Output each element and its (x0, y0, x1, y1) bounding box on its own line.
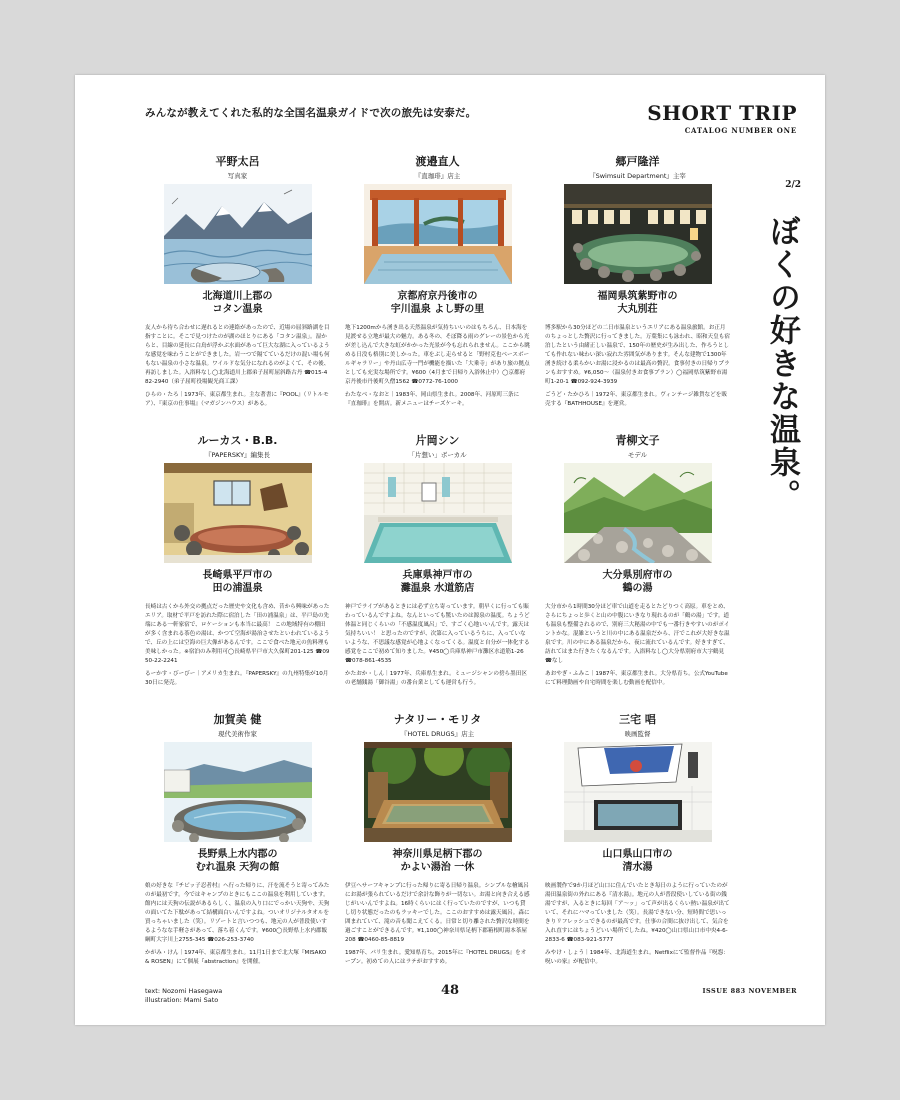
onsen-illustration (564, 742, 712, 842)
onsen-description: 大分市から1時間30分ほど車で山道を走るとたどりつく高原。車をとめ、さらにちょっと歩くと山の中腹にいきなり現れるのが「鶴の湯」です。道も温泉も整備されるので、別府三大秘湯の中でも一番行きやすいのがポイントかな。混雑というと川の中にある温泉だから、汗でこれが大好きな温泉です。川の中にある温泉だから、夜に流れているんです。好きすぎて、訪れてはまた行きたくなるんです。入浴料なし◯大分県別府市大字鶴見 ☎なし (545, 604, 730, 665)
onsen-location: 長野県上水内郡の (197, 849, 278, 860)
onsen-location: 兵庫県神戸市の (402, 570, 473, 581)
contributor-role: 『Swimsuit Department』主宰 (589, 172, 686, 180)
onsen-illustration (164, 742, 312, 842)
contributor-name: 三宅 唱 (619, 713, 656, 726)
vertical-title: ぼくの好きな温泉。 (764, 215, 800, 512)
onsen-grid (145, 153, 730, 990)
contributor-role: 『直珈琲』店主 (414, 172, 461, 180)
onsen-location: 福岡県筑紫野市の (597, 291, 678, 302)
onsen-card (145, 432, 330, 711)
credit-illustration: illustration: Mami Sato (145, 995, 219, 1004)
contributor-bio: かがみ・けん｜1974年、東京都生まれ。11月1日まで北大塚『MISAKO & ROSEN』にて個展『abstraction』を開催。 (145, 950, 327, 966)
brand-subtitle: CATALOG NUMBER ONE (684, 126, 797, 135)
onsen-name: 鶴の湯 (622, 583, 653, 594)
onsen-illustration (164, 184, 312, 284)
onsen-name: 灘温泉 水道筋店 (400, 583, 475, 594)
onsen-description: 地下1200mから湧き出る天然温泉が気持ちいいのはもちろん、日本海を見渡せる立地が最大の魅力。ある冬の、そぼ降る雨のグレーの景色から光が差し込んで大きな虹がかかった光景が今も忘れられません。ここから眺める日没も格別に美しかった。車をぶし走らせると「野村克也ベースボールギャラリー」や丹山広寺一門が機能を描いた「大乗寺」があり旅の拠点としても充実な場所です。¥600（4月まで日帰り入浴休止中）◯京都府京丹後市丹後町久僧1562 ☎0772-76-1000 (345, 325, 530, 386)
contributor-bio: ごうど・たかひろ｜1972年、東京都生まれ。ヴィンテージ雑貨などを販売する『BATHHOUSE』を運営。 (545, 392, 727, 408)
contributor-name: 青柳文子 (615, 434, 660, 447)
contributor-bio: みやけ・しょう｜1984年、北海道生まれ。Netflixにて監督作品『呪怨：呪いの家』が配信中。 (545, 950, 729, 966)
contributor-name: ナタリー・モリタ (393, 713, 482, 726)
onsen-illustration (564, 184, 712, 284)
onsen-name: 田の浦温泉 (212, 583, 263, 594)
onsen-card (545, 432, 730, 711)
onsen-description: 娘の好きな『チビッ子忍者村』へ行った帰りに、汗を流そうと寄ってみたのが最初です。今ではキャンプのときにもここの温泉を利用しています。館内には天狗の伝説があるらしく、温泉の入り口にでっかい天狗や、天狗の面いてた下駄があって結構面白いんですよね。ついオリジナルタオルを買っちゃいました（笑）。リゾートと言いつつも、地元の人が普段使いするようなな手軽さがあって、落ち着くんです。¥600◯長野県上水内郡飯綱町大字川上2755-345 ☎026-253-3740 (145, 883, 330, 944)
contributor-bio: あおやぎ・ふみこ｜1987年、東京都生まれ。大分県育ち。公式YouTubeにて料理動画や自宅時間を楽しむ動画を配信中。 (545, 671, 728, 687)
onsen-location: 大分県別府市の (602, 570, 673, 581)
tagline: みんなが教えてくれた私的な全国名温泉ガイドで次の旅先は安泰だ。 (145, 107, 477, 119)
onsen-name: コタン温泉 (212, 304, 263, 315)
page-number: 48 (440, 983, 460, 998)
contributor-name: ルーカス・B.B. (197, 434, 278, 447)
onsen-name: 宇川温泉 よし野の里 (390, 304, 485, 315)
onsen-location: 山口県山口市の (602, 849, 673, 860)
onsen-name: むれ温泉 天狗の館 (195, 862, 280, 873)
contributor-bio: ひらの・たろ｜1973年、東京都生まれ。主な著書に『POOL』（リトルモア）、『東京の仕事場』（マガジンハウス）がある。 (145, 392, 329, 408)
contributor-role: 「片想い」ボーカル (408, 451, 467, 459)
brand-title: SHORT TRIP (647, 101, 797, 125)
onsen-card (145, 711, 330, 990)
contributor-name: 郷戸隆洋 (615, 155, 660, 168)
onsen-location: 長崎県平戸市の (202, 570, 273, 581)
contributor-role: 現代美術作家 (218, 730, 257, 738)
contributor-bio: かたおか・しん｜1977年、兵庫県生まれ。ミュージシャンの傍ら墨田区の老舗銭湯「御谷湯」の番台業としても運営も行う。 (345, 671, 527, 687)
onsen-illustration (564, 463, 712, 563)
contributor-role: 写真家 (227, 172, 248, 180)
onsen-name: 清水湯 (622, 862, 653, 873)
onsen-description: 映画製作で9か月ほど山口に住んでいたとき毎日のように行っていたのが湯田温泉街の外れにある『清水湯』。地元の人が普段使いしている街の銭湯ですが、入るときに毎回「ア〜ッ」って声が出るくらい熱い温泉が出ていて、それにハマっていました（笑）。長湯できない分、短時間で思いっきりリフレッシュできるのが最高です。仕事の合間に抜け出して、気合を入れ直すにはちょうどいい場所でしたね。¥420◯山口県山口市中央4-6-2833-6 ☎083-921-5777 (545, 883, 730, 944)
onsen-card (345, 153, 530, 432)
contributor-name: 加賀美 健 (213, 713, 262, 726)
onsen-illustration (364, 742, 512, 842)
onsen-name: かよい湯治 一休 (400, 862, 475, 873)
side-page-indicator: 2/2 (785, 180, 801, 190)
onsen-card (545, 153, 730, 432)
onsen-illustration (364, 184, 512, 284)
contributor-bio: るーかす・びーびー｜アメリカ生まれ。『PAPERSKY』の九州特集が10月30日に発売。 (145, 671, 329, 687)
onsen-description: 神戸でライブがあるときには必ず立ち寄っています。朝早くに行っても賑わっているんですよね。なんといっても驚いたのは源泉の温度。ちょうど体温と同じくらいの「不感温度風呂」で、すごく心地いいんです。露天は気持ちいい！ と思ったのですが、次第に入っているうちに、入っていないような、不思議な感覚が心地よくなってくる。温度と自分が一体化する感覚をここで初めて知りました。¥450◯兵庫県神戸市灘区水道筋1-26 ☎078-861-4535 (345, 604, 530, 665)
onsen-card (345, 711, 530, 990)
contributor-role: 『PAPERSKY』編集長 (204, 451, 271, 459)
contributor-bio: 1987年、パリ生まれ。愛知県育ち。2015年に『HOTEL DRUGS』をオープン。初めての人にはラテがおすすめ。 (345, 950, 527, 966)
onsen-description: 博多駅から30分ほどの二日市温泉というエリアにある温泉旅館。お正月のちょっとした贅沢に行ってきました。万葉集にも詠われ、昭和天皇も宿泊したという由緒正しい温泉で、150年の歴史が生み出した、作ろうとしても作れない味わい深い寂れた雰囲気があります。そんな建物で1300年湧き続ける柔らかいお湯に浸かるのは最高の贅沢。食事付きの日帰りプランもおすすめ。¥6,050〜（温泉付きお食事プラン）◯福岡県筑紫野市湯町1-20-1 ☎092-924-3939 (545, 325, 730, 386)
onsen-description: 長崎は古くから外交の拠点だった歴史や文化も含め、昔から興味があったエリア。取材で平戸を訪れた際に宿泊した「田の浦温泉」は、平戸島の先端にある一軒家宿で、ロケーションも本当に最高！ この地域特有の棚田が多く含まれる茶色の湯は、かつて空海が湯治させたといわれているようで、丘の上には空海の巨大像があるんです。ここで食べた地元の魚料理も美味しかった。※宿泊のみ利用可◯長崎県平戸市大久保町201-125 ☎0950-22-2241 (145, 604, 330, 665)
onsen-name: 大丸別荘 (617, 304, 658, 315)
onsen-description: 友人から待ち合わせに遅れるとの連絡があったので、近場の屈斜路湖を目指すことに。そこで見つけたのが湖のほとりにある「コタン温泉」。湿からと、目線の延長に白鳥が浮かぶ水面があって巨大な湖に入っているような感覚を味わうことができました。岩一つで隔てているだけの混い場も何もない温泉の小さな温泉。ワイルドな気分になれるのがよくて、その後、再訪しました。入浴料なし◯北海道川上郡弟子屈町屈斜路古丹 ☎015-482-2940（弟子屈町役場観光商工課） (145, 325, 330, 386)
contributor-name: 渡邉直人 (415, 155, 460, 168)
onsen-location: 神奈川県足柄下郡の (392, 849, 483, 860)
contributor-bio: わたなべ・なおと｜1983年、岡山県生まれ。2008年、河原町三条に『直珈琲』を開店。新メニューはチーズケーキ。 (345, 392, 520, 408)
contributor-role: モデル (627, 451, 648, 459)
onsen-card (545, 711, 730, 990)
onsen-illustration (364, 463, 512, 563)
contributor-name: 片岡シン (415, 434, 460, 447)
onsen-location: 京都府京丹後市の (397, 291, 478, 302)
contributor-name: 平野太呂 (215, 155, 260, 168)
onsen-description: 伊豆へサーフキャンプに行った帰りに寄る日帰り温泉。シンプルな檜風呂にお湯が張られているだけで余計な飾りが一切ない。お湯と向き合える感じがいいんですよね。16時くらいにはく行っていたのですが、いつも貸し切り状態だったのもラッキーでした。ここのおすすめは露天風呂。森に囲まれていて、滝の音も聞こえてくる。日常と切り離された贅沢な時間を過ごすことができるんです。¥1,100◯神奈川県足柄下郡箱根町湯本茶屋208 ☎0460-85-8819 (345, 883, 530, 944)
brand-block (647, 103, 797, 135)
onsen-illustration (164, 463, 312, 563)
contributor-role: 映画監督 (624, 730, 651, 738)
contributor-role: 『HOTEL DRUGS』店主 (400, 730, 475, 738)
issue-label: ISSUE 883 NOVEMBER (702, 987, 797, 995)
onsen-location: 北海道川上郡の (202, 291, 273, 302)
magazine-page (75, 75, 825, 1025)
onsen-card (145, 153, 330, 432)
onsen-card (345, 432, 530, 711)
credit-text: text: Nozomi Hasegawa (145, 987, 223, 995)
